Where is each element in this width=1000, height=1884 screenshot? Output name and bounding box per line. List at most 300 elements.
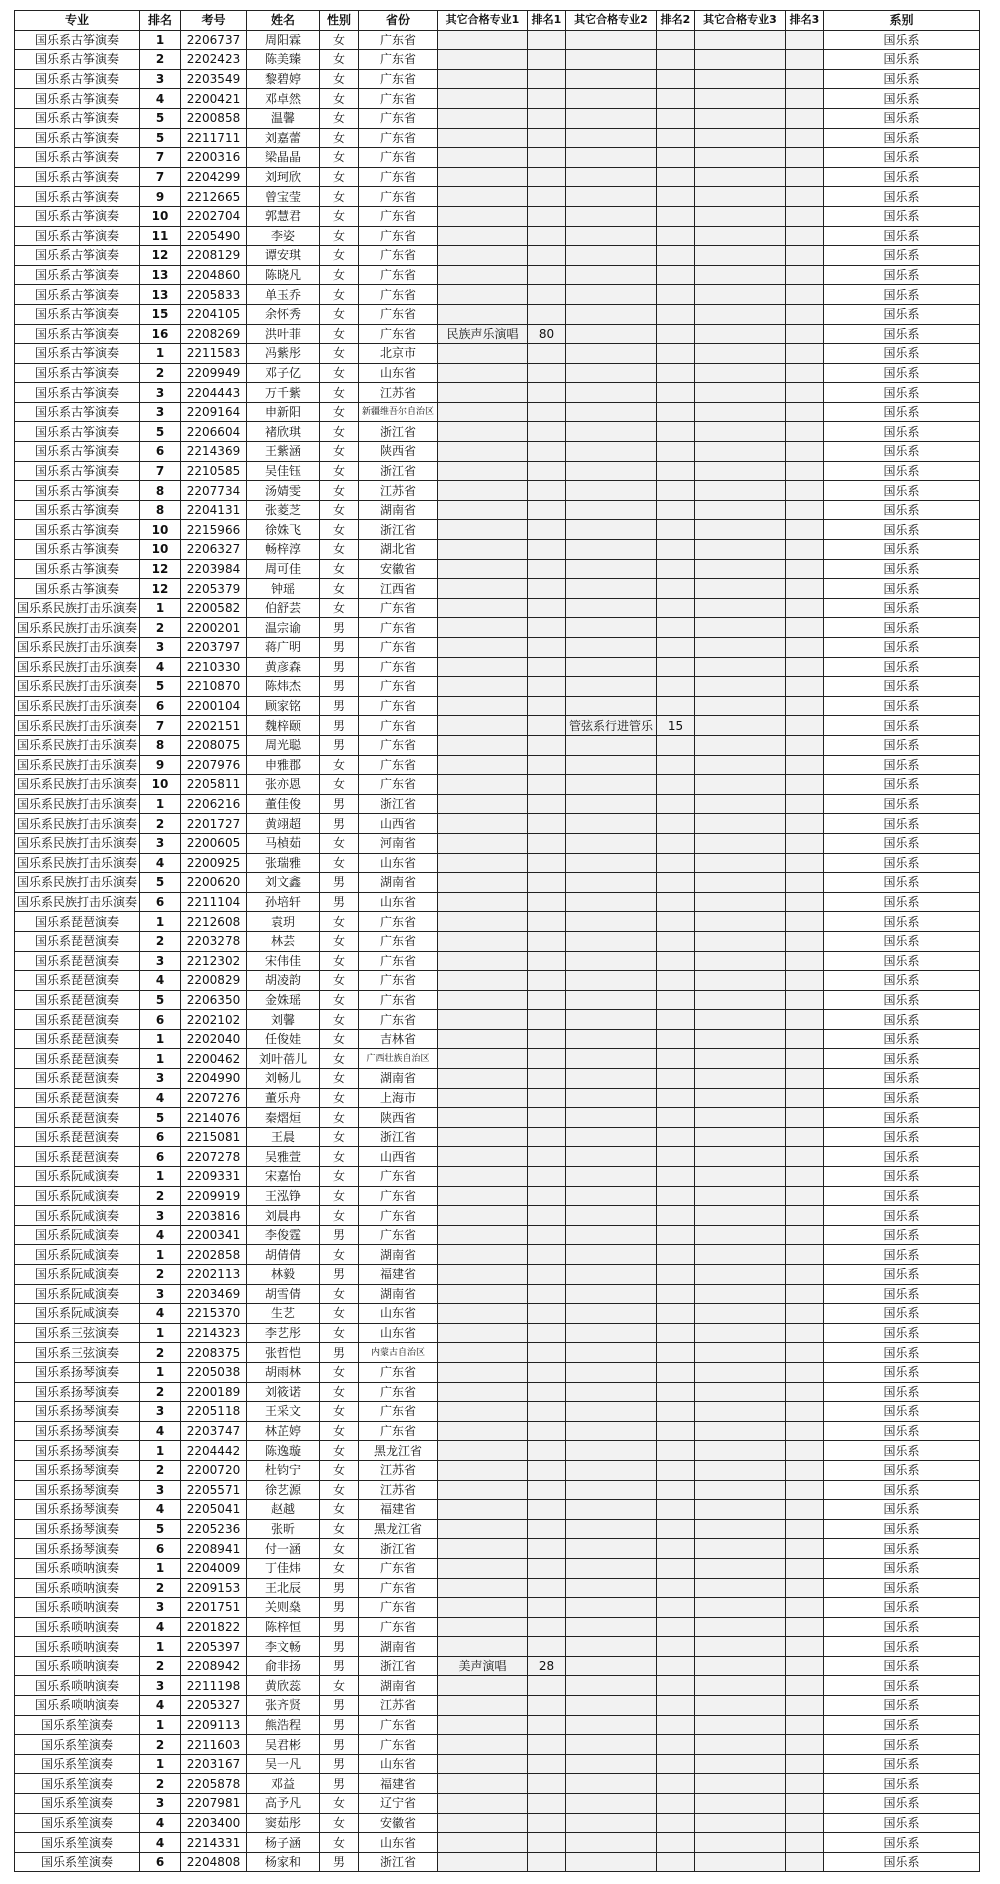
cell-name: 任俊娃 bbox=[247, 1029, 320, 1049]
cell-rank-3 bbox=[786, 206, 824, 226]
cell-gender: 女 bbox=[320, 1460, 359, 1480]
cell-rank-1 bbox=[528, 814, 566, 834]
cell-rank-2 bbox=[657, 1382, 695, 1402]
cell-major: 国乐系古筝演奏 bbox=[15, 363, 140, 383]
cell-province: 广东省 bbox=[359, 638, 438, 658]
cell-rank-2 bbox=[657, 1558, 695, 1578]
cell-other-major-3 bbox=[695, 383, 786, 403]
cell-exam-no: 2209331 bbox=[181, 1167, 247, 1187]
cell-gender: 女 bbox=[320, 1833, 359, 1853]
cell-rank-3 bbox=[786, 735, 824, 755]
cell-name: 马楨茹 bbox=[247, 833, 320, 853]
cell-other-major-3 bbox=[695, 951, 786, 971]
cell-province: 广东省 bbox=[359, 755, 438, 775]
cell-rank-2 bbox=[657, 638, 695, 658]
cell-exam-no: 2200316 bbox=[181, 148, 247, 168]
cell-major: 国乐系扬琴演奏 bbox=[15, 1460, 140, 1480]
cell-other-major-3 bbox=[695, 167, 786, 187]
cell-rank: 4 bbox=[140, 89, 181, 109]
table-row bbox=[15, 1206, 980, 1226]
cell-major: 国乐系民族打击乐演奏 bbox=[15, 618, 140, 638]
cell-rank-1 bbox=[528, 422, 566, 442]
cell-province: 广东省 bbox=[359, 265, 438, 285]
cell-rank-1 bbox=[528, 383, 566, 403]
cell-other-major-1 bbox=[438, 1539, 528, 1559]
cell-rank-3 bbox=[786, 442, 824, 462]
cell-name: 秦熠烜 bbox=[247, 1108, 320, 1128]
cell-rank-3 bbox=[786, 1088, 824, 1108]
cell-other-major-1 bbox=[438, 383, 528, 403]
cell-rank-1 bbox=[528, 853, 566, 873]
cell-exam-no: 2208941 bbox=[181, 1539, 247, 1559]
table-row bbox=[15, 853, 980, 873]
cell-major: 国乐系古筝演奏 bbox=[15, 540, 140, 560]
cell-exam-no: 2211198 bbox=[181, 1676, 247, 1696]
cell-province: 湖南省 bbox=[359, 1069, 438, 1089]
cell-rank-2 bbox=[657, 1460, 695, 1480]
cell-exam-no: 2215966 bbox=[181, 520, 247, 540]
cell-rank-3 bbox=[786, 1774, 824, 1794]
table-row bbox=[15, 1304, 980, 1324]
cell-rank-2 bbox=[657, 579, 695, 599]
cell-major: 国乐系琵琶演奏 bbox=[15, 1088, 140, 1108]
cell-major: 国乐系笙演奏 bbox=[15, 1833, 140, 1853]
cell-rank-2 bbox=[657, 794, 695, 814]
cell-province: 山东省 bbox=[359, 363, 438, 383]
cell-rank-2 bbox=[657, 735, 695, 755]
cell-gender: 男 bbox=[320, 677, 359, 697]
cell-province: 广东省 bbox=[359, 618, 438, 638]
cell-name: 黄欣蕊 bbox=[247, 1676, 320, 1696]
cell-other-major-3 bbox=[695, 1343, 786, 1363]
cell-exam-no: 2206350 bbox=[181, 990, 247, 1010]
cell-major: 国乐系民族打击乐演奏 bbox=[15, 677, 140, 697]
cell-rank-1 bbox=[528, 1421, 566, 1441]
cell-name: 金姝瑶 bbox=[247, 990, 320, 1010]
cell-exam-no: 2200829 bbox=[181, 971, 247, 991]
cell-other-major-3 bbox=[695, 304, 786, 324]
cell-rank-1 bbox=[528, 696, 566, 716]
cell-other-major-1 bbox=[438, 775, 528, 795]
cell-name: 刘晨冉 bbox=[247, 1206, 320, 1226]
table-row bbox=[15, 246, 980, 266]
cell-rank-2 bbox=[657, 931, 695, 951]
cell-rank-2 bbox=[657, 833, 695, 853]
cell-rank-2 bbox=[657, 363, 695, 383]
cell-other-major-2 bbox=[566, 167, 657, 187]
table-row bbox=[15, 1343, 980, 1363]
cell-other-major-2 bbox=[566, 892, 657, 912]
cell-rank-3 bbox=[786, 1500, 824, 1520]
cell-exam-no: 2205118 bbox=[181, 1402, 247, 1422]
cell-province: 陕西省 bbox=[359, 442, 438, 462]
cell-major: 国乐系古筝演奏 bbox=[15, 461, 140, 481]
table-row bbox=[15, 1245, 980, 1265]
cell-other-major-3 bbox=[695, 912, 786, 932]
cell-exam-no: 2204009 bbox=[181, 1558, 247, 1578]
cell-province: 广东省 bbox=[359, 971, 438, 991]
cell-rank-3 bbox=[786, 1010, 824, 1030]
cell-department: 国乐系 bbox=[824, 559, 980, 579]
cell-other-major-2 bbox=[566, 657, 657, 677]
table-row bbox=[15, 422, 980, 442]
cell-department: 国乐系 bbox=[824, 1774, 980, 1794]
cell-rank-2 bbox=[657, 1696, 695, 1716]
col-header-name: 姓名 bbox=[247, 11, 320, 31]
cell-other-major-2 bbox=[566, 1539, 657, 1559]
cell-other-major-1 bbox=[438, 285, 528, 305]
table-row bbox=[15, 30, 980, 50]
cell-name: 邓益 bbox=[247, 1774, 320, 1794]
cell-exam-no: 2215081 bbox=[181, 1127, 247, 1147]
cell-other-major-2 bbox=[566, 1402, 657, 1422]
cell-province: 广东省 bbox=[359, 912, 438, 932]
table-row bbox=[15, 677, 980, 697]
table-row bbox=[15, 1676, 980, 1696]
cell-exam-no: 2200582 bbox=[181, 598, 247, 618]
cell-rank-1 bbox=[528, 148, 566, 168]
cell-province: 广东省 bbox=[359, 226, 438, 246]
cell-rank: 3 bbox=[140, 1402, 181, 1422]
cell-rank-1 bbox=[528, 1284, 566, 1304]
cell-major: 国乐系扬琴演奏 bbox=[15, 1382, 140, 1402]
cell-gender: 女 bbox=[320, 324, 359, 344]
cell-name: 胡雪倩 bbox=[247, 1284, 320, 1304]
cell-other-major-3 bbox=[695, 1715, 786, 1735]
cell-other-major-2 bbox=[566, 912, 657, 932]
cell-name: 赵越 bbox=[247, 1500, 320, 1520]
cell-other-major-3 bbox=[695, 1441, 786, 1461]
table-row bbox=[15, 1500, 980, 1520]
cell-other-major-1 bbox=[438, 1029, 528, 1049]
cell-rank: 3 bbox=[140, 638, 181, 658]
cell-rank-3 bbox=[786, 1382, 824, 1402]
cell-department: 国乐系 bbox=[824, 50, 980, 70]
cell-gender: 女 bbox=[320, 1167, 359, 1187]
cell-rank-3 bbox=[786, 324, 824, 344]
cell-rank-1 bbox=[528, 187, 566, 207]
cell-province: 山西省 bbox=[359, 814, 438, 834]
cell-province: 江苏省 bbox=[359, 383, 438, 403]
cell-major: 国乐系扬琴演奏 bbox=[15, 1539, 140, 1559]
cell-other-major-1 bbox=[438, 1382, 528, 1402]
cell-department: 国乐系 bbox=[824, 971, 980, 991]
cell-major: 国乐系古筝演奏 bbox=[15, 30, 140, 50]
cell-exam-no: 2212665 bbox=[181, 187, 247, 207]
cell-name: 王晨 bbox=[247, 1127, 320, 1147]
cell-rank-1 bbox=[528, 1460, 566, 1480]
cell-major: 国乐系古筝演奏 bbox=[15, 520, 140, 540]
cell-rank: 3 bbox=[140, 1794, 181, 1814]
cell-rank-1 bbox=[528, 30, 566, 50]
cell-province: 广东省 bbox=[359, 1558, 438, 1578]
cell-major: 国乐系唢呐演奏 bbox=[15, 1637, 140, 1657]
cell-rank: 4 bbox=[140, 1833, 181, 1853]
cell-major: 国乐系扬琴演奏 bbox=[15, 1441, 140, 1461]
cell-exam-no: 2205038 bbox=[181, 1362, 247, 1382]
cell-rank: 1 bbox=[140, 1637, 181, 1657]
cell-rank: 3 bbox=[140, 1206, 181, 1226]
cell-department: 国乐系 bbox=[824, 1578, 980, 1598]
cell-other-major-1 bbox=[438, 1480, 528, 1500]
cell-province: 广东省 bbox=[359, 246, 438, 266]
cell-major: 国乐系唢呐演奏 bbox=[15, 1598, 140, 1618]
cell-other-major-3 bbox=[695, 1833, 786, 1853]
table-row bbox=[15, 559, 980, 579]
cell-rank-1 bbox=[528, 500, 566, 520]
cell-major: 国乐系民族打击乐演奏 bbox=[15, 853, 140, 873]
cell-major: 国乐系古筝演奏 bbox=[15, 265, 140, 285]
cell-other-major-2 bbox=[566, 520, 657, 540]
cell-name: 徐姝飞 bbox=[247, 520, 320, 540]
cell-rank-2 bbox=[657, 246, 695, 266]
cell-rank-3 bbox=[786, 1245, 824, 1265]
cell-rank: 6 bbox=[140, 1852, 181, 1872]
cell-rank-2 bbox=[657, 1108, 695, 1128]
cell-rank-2 bbox=[657, 50, 695, 70]
cell-name: 郭慧君 bbox=[247, 206, 320, 226]
cell-name: 陈梓恒 bbox=[247, 1617, 320, 1637]
cell-other-major-3 bbox=[695, 814, 786, 834]
cell-exam-no: 2204105 bbox=[181, 304, 247, 324]
cell-department: 国乐系 bbox=[824, 1186, 980, 1206]
cell-province: 黑龙江省 bbox=[359, 1519, 438, 1539]
cell-rank-1 bbox=[528, 1265, 566, 1285]
cell-other-major-2 bbox=[566, 481, 657, 501]
cell-major: 国乐系唢呐演奏 bbox=[15, 1578, 140, 1598]
cell-other-major-1 bbox=[438, 1715, 528, 1735]
cell-exam-no: 2205571 bbox=[181, 1480, 247, 1500]
cell-exam-no: 2205833 bbox=[181, 285, 247, 305]
cell-rank-3 bbox=[786, 618, 824, 638]
cell-department: 国乐系 bbox=[824, 1402, 980, 1422]
cell-rank: 8 bbox=[140, 735, 181, 755]
cell-other-major-3 bbox=[695, 206, 786, 226]
cell-other-major-3 bbox=[695, 520, 786, 540]
cell-other-major-3 bbox=[695, 1049, 786, 1069]
cell-other-major-2 bbox=[566, 1735, 657, 1755]
cell-rank: 1 bbox=[140, 1323, 181, 1343]
cell-rank-2 bbox=[657, 1245, 695, 1265]
cell-major: 国乐系民族打击乐演奏 bbox=[15, 735, 140, 755]
cell-rank: 2 bbox=[140, 1460, 181, 1480]
cell-rank-3 bbox=[786, 1460, 824, 1480]
cell-rank-2 bbox=[657, 1343, 695, 1363]
cell-gender: 女 bbox=[320, 30, 359, 50]
cell-rank-2 bbox=[657, 1441, 695, 1461]
cell-province: 广东省 bbox=[359, 167, 438, 187]
cell-province: 广东省 bbox=[359, 1617, 438, 1637]
cell-department: 国乐系 bbox=[824, 1127, 980, 1147]
cell-gender: 女 bbox=[320, 912, 359, 932]
cell-gender: 男 bbox=[320, 735, 359, 755]
cell-other-major-1 bbox=[438, 1578, 528, 1598]
cell-province: 广东省 bbox=[359, 108, 438, 128]
cell-name: 李文畅 bbox=[247, 1637, 320, 1657]
cell-rank-3 bbox=[786, 1813, 824, 1833]
cell-department: 国乐系 bbox=[824, 1421, 980, 1441]
cell-other-major-2 bbox=[566, 1558, 657, 1578]
col-header-province: 省份 bbox=[359, 11, 438, 31]
cell-name: 温馨 bbox=[247, 108, 320, 128]
cell-gender: 男 bbox=[320, 1617, 359, 1637]
cell-department: 国乐系 bbox=[824, 1656, 980, 1676]
cell-rank: 1 bbox=[140, 1029, 181, 1049]
table-row bbox=[15, 1010, 980, 1030]
cell-department: 国乐系 bbox=[824, 1735, 980, 1755]
cell-rank-1 bbox=[528, 657, 566, 677]
cell-exam-no: 2208942 bbox=[181, 1656, 247, 1676]
cell-other-major-1 bbox=[438, 500, 528, 520]
cell-gender: 男 bbox=[320, 1225, 359, 1245]
cell-exam-no: 2202102 bbox=[181, 1010, 247, 1030]
cell-other-major-2 bbox=[566, 1500, 657, 1520]
cell-other-major-3 bbox=[695, 1421, 786, 1441]
cell-gender: 女 bbox=[320, 246, 359, 266]
cell-rank-1 bbox=[528, 1676, 566, 1696]
cell-rank: 2 bbox=[140, 50, 181, 70]
cell-rank-1 bbox=[528, 108, 566, 128]
cell-other-major-3 bbox=[695, 402, 786, 422]
cell-rank-3 bbox=[786, 1127, 824, 1147]
cell-rank-3 bbox=[786, 1617, 824, 1637]
cell-other-major-3 bbox=[695, 89, 786, 109]
cell-major: 国乐系民族打击乐演奏 bbox=[15, 598, 140, 618]
cell-other-major-1 bbox=[438, 1304, 528, 1324]
cell-other-major-3 bbox=[695, 1147, 786, 1167]
cell-department: 国乐系 bbox=[824, 1852, 980, 1872]
cell-department: 国乐系 bbox=[824, 775, 980, 795]
table-row bbox=[15, 265, 980, 285]
cell-other-major-3 bbox=[695, 1362, 786, 1382]
cell-rank-3 bbox=[786, 89, 824, 109]
cell-rank: 3 bbox=[140, 69, 181, 89]
table-row bbox=[15, 1637, 980, 1657]
cell-name: 王采文 bbox=[247, 1402, 320, 1422]
cell-other-major-2 bbox=[566, 1147, 657, 1167]
cell-name: 李艺彤 bbox=[247, 1323, 320, 1343]
cell-gender: 女 bbox=[320, 481, 359, 501]
cell-other-major-3 bbox=[695, 50, 786, 70]
col-header-rank-1: 排名1 bbox=[528, 11, 566, 31]
cell-province: 广东省 bbox=[359, 285, 438, 305]
cell-department: 国乐系 bbox=[824, 1265, 980, 1285]
cell-gender: 女 bbox=[320, 383, 359, 403]
cell-province: 广东省 bbox=[359, 1382, 438, 1402]
cell-exam-no: 2202704 bbox=[181, 206, 247, 226]
cell-rank-1 bbox=[528, 402, 566, 422]
cell-other-major-2 bbox=[566, 1676, 657, 1696]
cell-rank-3 bbox=[786, 1069, 824, 1089]
cell-rank-2 bbox=[657, 755, 695, 775]
cell-rank-2 bbox=[657, 1637, 695, 1657]
cell-rank-2 bbox=[657, 69, 695, 89]
cell-other-major-3 bbox=[695, 1265, 786, 1285]
cell-rank: 12 bbox=[140, 559, 181, 579]
cell-province: 广东省 bbox=[359, 1206, 438, 1226]
cell-rank-1 bbox=[528, 1206, 566, 1226]
cell-rank-3 bbox=[786, 363, 824, 383]
cell-major: 国乐系笙演奏 bbox=[15, 1794, 140, 1814]
table-row bbox=[15, 1578, 980, 1598]
cell-other-major-1 bbox=[438, 30, 528, 50]
cell-department: 国乐系 bbox=[824, 1715, 980, 1735]
cell-rank-2 bbox=[657, 324, 695, 344]
cell-name: 黎碧婷 bbox=[247, 69, 320, 89]
cell-gender: 女 bbox=[320, 50, 359, 70]
cell-gender: 女 bbox=[320, 1558, 359, 1578]
cell-name: 陈逸璇 bbox=[247, 1441, 320, 1461]
cell-department: 国乐系 bbox=[824, 1029, 980, 1049]
cell-gender: 男 bbox=[320, 618, 359, 638]
cell-rank-2 bbox=[657, 1813, 695, 1833]
cell-rank-3 bbox=[786, 422, 824, 442]
cell-exam-no: 2200620 bbox=[181, 873, 247, 893]
cell-other-major-2 bbox=[566, 1774, 657, 1794]
cell-other-major-2 bbox=[566, 1754, 657, 1774]
cell-rank-2 bbox=[657, 206, 695, 226]
cell-rank-3 bbox=[786, 559, 824, 579]
cell-name: 李俊霆 bbox=[247, 1225, 320, 1245]
cell-exam-no: 2210870 bbox=[181, 677, 247, 697]
cell-name: 杨子涵 bbox=[247, 1833, 320, 1853]
cell-other-major-2 bbox=[566, 814, 657, 834]
cell-rank-3 bbox=[786, 1519, 824, 1539]
cell-other-major-3 bbox=[695, 1637, 786, 1657]
cell-major: 国乐系古筝演奏 bbox=[15, 246, 140, 266]
cell-rank-3 bbox=[786, 1637, 824, 1657]
cell-name: 曾宝莹 bbox=[247, 187, 320, 207]
cell-department: 国乐系 bbox=[824, 1794, 980, 1814]
cell-rank-2 bbox=[657, 618, 695, 638]
cell-name: 钟瑶 bbox=[247, 579, 320, 599]
table-row bbox=[15, 324, 980, 344]
cell-other-major-3 bbox=[695, 1539, 786, 1559]
cell-rank-3 bbox=[786, 1421, 824, 1441]
cell-other-major-3 bbox=[695, 1558, 786, 1578]
cell-gender: 男 bbox=[320, 1754, 359, 1774]
cell-rank-3 bbox=[786, 1676, 824, 1696]
cell-other-major-3 bbox=[695, 1108, 786, 1128]
cell-other-major-1 bbox=[438, 1754, 528, 1774]
cell-rank-1 bbox=[528, 69, 566, 89]
cell-province: 浙江省 bbox=[359, 1656, 438, 1676]
cell-major: 国乐系民族打击乐演奏 bbox=[15, 657, 140, 677]
cell-other-major-3 bbox=[695, 1245, 786, 1265]
cell-other-major-2 bbox=[566, 422, 657, 442]
cell-exam-no: 2214076 bbox=[181, 1108, 247, 1128]
cell-major: 国乐系古筝演奏 bbox=[15, 285, 140, 305]
cell-rank-2 bbox=[657, 1578, 695, 1598]
cell-other-major-3 bbox=[695, 1323, 786, 1343]
cell-province: 广东省 bbox=[359, 1402, 438, 1422]
cell-gender: 女 bbox=[320, 226, 359, 246]
cell-other-major-3 bbox=[695, 1656, 786, 1676]
cell-other-major-2 bbox=[566, 990, 657, 1010]
cell-major: 国乐系阮咸演奏 bbox=[15, 1206, 140, 1226]
cell-gender: 女 bbox=[320, 1029, 359, 1049]
cell-major: 国乐系琵琶演奏 bbox=[15, 1147, 140, 1167]
cell-other-major-1 bbox=[438, 1519, 528, 1539]
cell-other-major-3 bbox=[695, 1402, 786, 1422]
cell-other-major-2 bbox=[566, 1460, 657, 1480]
cell-name: 丁佳炜 bbox=[247, 1558, 320, 1578]
cell-other-major-3 bbox=[695, 1696, 786, 1716]
cell-rank-2 bbox=[657, 1676, 695, 1696]
cell-rank: 4 bbox=[140, 1088, 181, 1108]
cell-department: 国乐系 bbox=[824, 383, 980, 403]
cell-province: 山东省 bbox=[359, 1754, 438, 1774]
